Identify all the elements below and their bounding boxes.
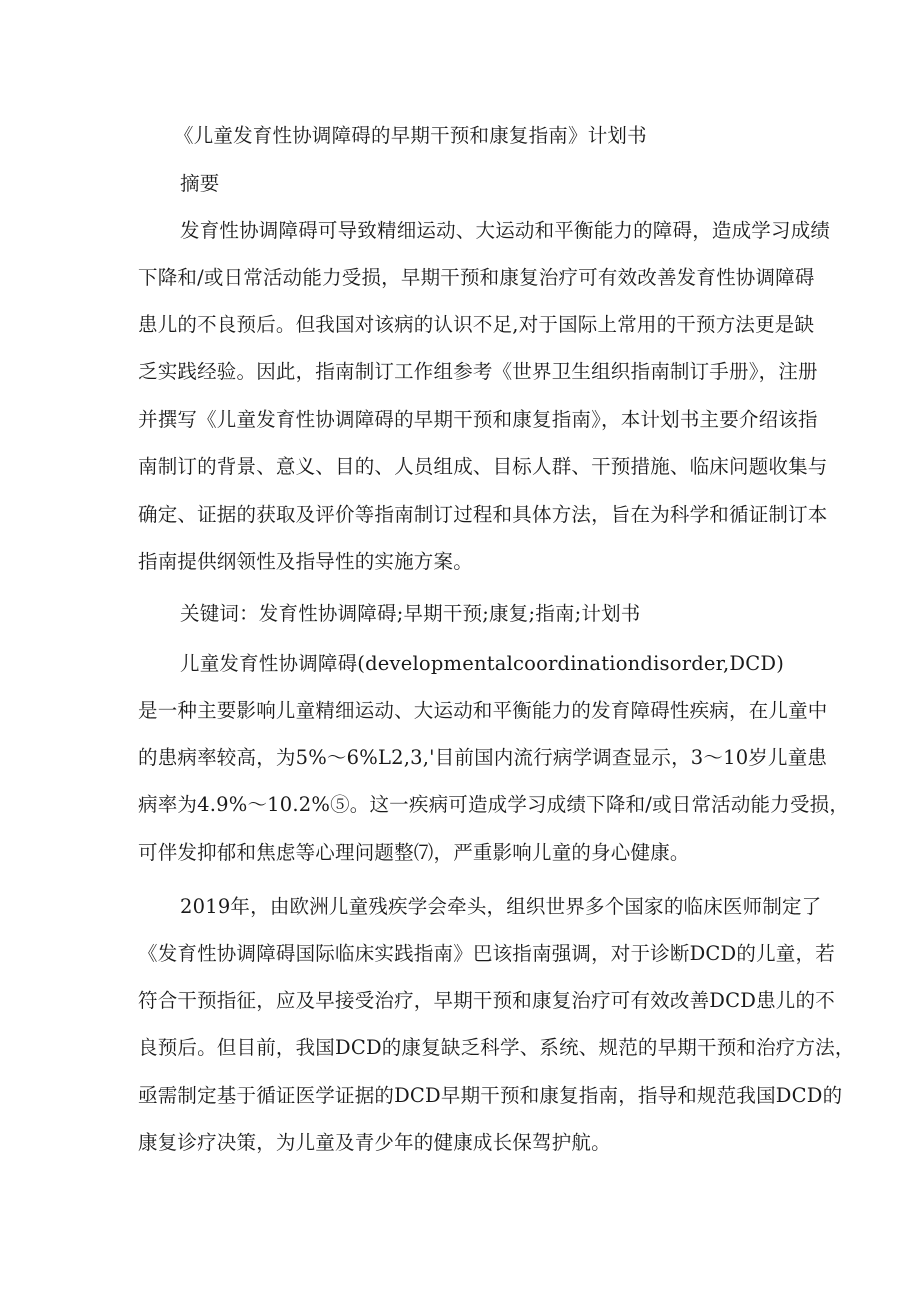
keywords: 关键词：发育性协调障碍;早期干预;康复;指南;计划书	[180, 602, 641, 625]
abstract-line: 南制订的背景、意义、目的、人员组成、目标人群、干预措施、临床问题收集与	[138, 455, 828, 478]
abstract-line: 指南提供纲领性及指导性的实施方案。	[138, 550, 473, 573]
abstract-line: 乏实践经验。因此，指南制订工作组参考《世界卫生组织指南制订手册》，注册	[138, 360, 818, 383]
intro-line: 是一种主要影响儿童精细运动、大运动和平衡能力的发育障碍性疾病，在儿童中	[138, 699, 828, 722]
para2-line: 亟需制定基于循证医学证据的DCD早期干预和康复指南，指导和规范我国DCD的	[138, 1084, 843, 1107]
intro-line: 病率为4.9%～10.2%⑤。这一疾病可造成学习成绩下降和/或日常活动能力受损，	[138, 793, 850, 816]
abstract-heading: 摘要	[180, 172, 220, 195]
abstract-line: 下降和/或日常活动能力受损，早期干预和康复治疗可有效改善发育性协调障碍	[138, 266, 815, 289]
para2-line: 康复诊疗决策，为儿童及青少年的健康成长保驾护航。	[138, 1131, 611, 1154]
intro-line: 可伴发抑郁和焦虑等心理问题整⑺，严重影响儿童的身心健康。	[138, 841, 690, 864]
abstract-line: 并撰写《儿童发育性协调障碍的早期干预和康复指南》，本计划书主要介绍该指	[138, 408, 818, 431]
intro-line: 的患病率较高，为5%～6%L2,3,'目前国内流行病学调查显示，3～10岁儿童患	[138, 746, 828, 769]
document-title: 《儿童发育性协调障碍的早期干预和康复指南》计划书	[174, 124, 647, 147]
para2-line: 2019年，由欧洲儿童残疾学会牵头，组织世界多个国家的临床医师制定了	[180, 895, 822, 918]
intro-line: 儿童发育性协调障碍(developmentalcoordinationdisorder,DCD)	[180, 652, 785, 675]
para2-line: 《发育性协调障碍国际临床实践指南》巴该指南强调，对于诊断DCD的儿童，若	[138, 942, 835, 965]
abstract-line: 患儿的不良预后。但我国对该病的认识不足,对于国际上常用的干预方法更是缺	[138, 313, 815, 336]
abstract-line: 确定、证据的获取及评价等指南制订过程和具体方法，旨在为科学和循证制订本	[138, 503, 828, 526]
para2-line: 符合干预指征，应及早接受治疗，早期干预和康复治疗可有效改善DCD患儿的不	[138, 989, 835, 1012]
para2-line: 良预后。但目前，我国DCD的康复缺乏科学、系统、规范的早期干预和治疗方法，	[138, 1036, 855, 1059]
abstract-line: 发育性协调障碍可导致精细运动、大运动和平衡能力的障碍，造成学习成绩	[180, 219, 831, 242]
